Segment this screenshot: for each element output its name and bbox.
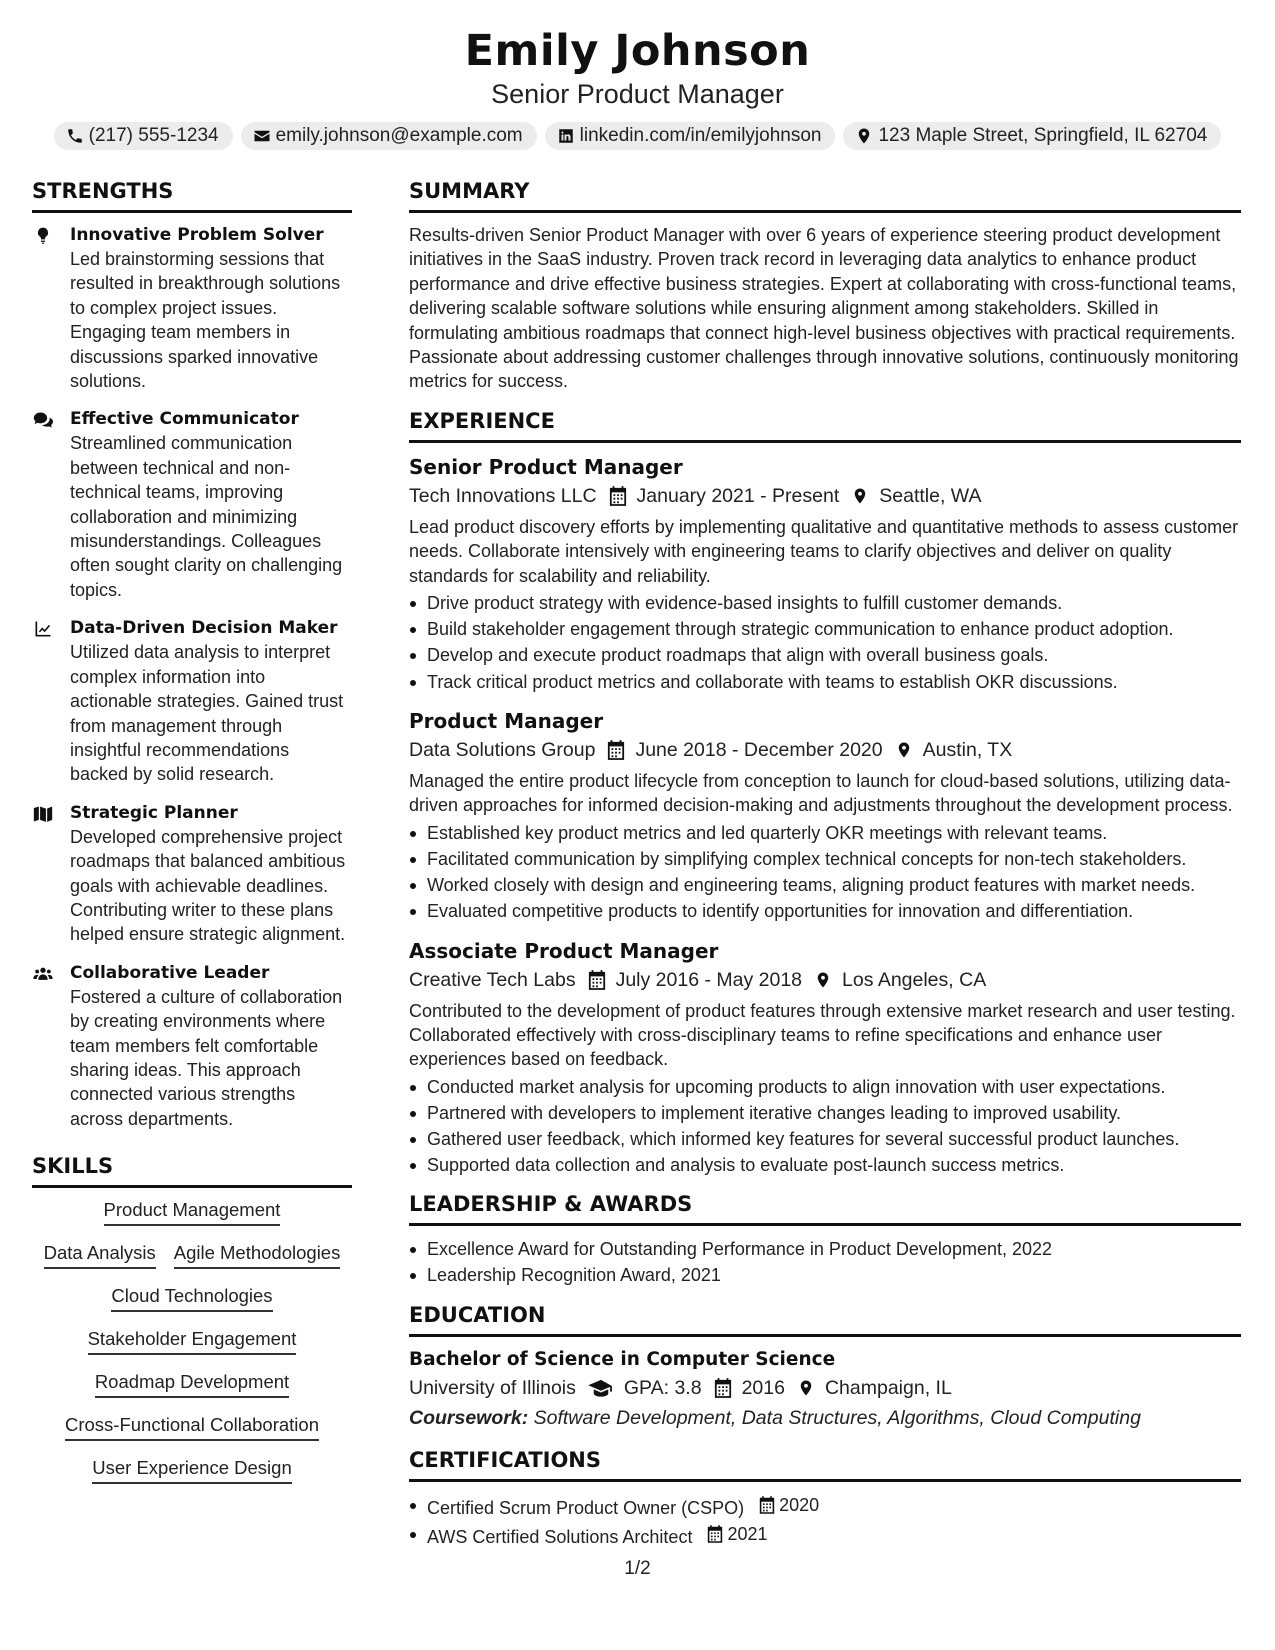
calendar-icon <box>607 740 625 760</box>
calendar-icon <box>588 970 606 990</box>
skill-tag: Roadmap Development <box>95 1370 289 1398</box>
strength-title: Strategic Planner <box>70 802 238 823</box>
job-dates: January 2021 - Present <box>636 484 840 507</box>
strength-desc: Developed comprehensive project roadmaps that balanced ambitious goals with achievable deadlines. Contributing writer to these plans helped ensure strategic alignment. <box>70 826 346 945</box>
strength-item <box>32 961 352 1131</box>
linkedin-text[interactable]: linkedin.com/in/emilyjohnson <box>579 125 822 146</box>
job-description: Managed the entire product lifecycle from conception to launch for cloud-based solutions, utilizing data-driven approaches for informed decision-making and adjustments throughout the development process. <box>409 770 1233 816</box>
job-bullets <box>409 590 1241 695</box>
left-column <box>32 178 352 1499</box>
job-description: Contributed to the development of product features through extensive market research and user testing. Collaborated effectively with cross-disciplinary teams to refine specifications and enhance user experiences based on feedback. <box>409 1000 1236 1070</box>
job-meta <box>409 965 1241 995</box>
job-location: Austin, TX <box>922 738 1013 761</box>
lightbulb-icon <box>32 226 54 246</box>
linkedin-icon <box>557 127 575 145</box>
email-chip[interactable] <box>241 122 537 150</box>
resume-header <box>0 0 1275 150</box>
list-item: Drive product strategy with evidence-based insights to fulfill customer demands. <box>409 590 1241 616</box>
summary-text: Results-driven Senior Product Manager with over 6 years of experience steering product development initiatives in the SaaS industry. Proven track record in leveraging data analytics to enhance product performance and drive effective business strategies. Expert at collaborating with cross-functional teams, delivering scalable software solutions while ensuring alignment among stakeholders. Skilled in formulating ambitious roadmaps that connect high-level business objectives with practical requirements. Passionate about addressing customer challenges through innovative solutions, continuously monitoring metrics for success. <box>409 225 1239 392</box>
list-item: Gathered user feedback, which informed key features for several successful product launches. <box>409 1126 1241 1152</box>
certifications-list <box>409 1492 1241 1551</box>
job-dates: June 2018 - December 2020 <box>635 738 883 761</box>
education-meta <box>409 1373 1241 1403</box>
strength-title: Effective Communicator <box>70 409 299 430</box>
map-marker-icon <box>855 127 873 145</box>
skills-heading: SKILLS <box>32 1153 352 1188</box>
list-item: Leadership Recognition Award, 2021 <box>409 1262 1241 1288</box>
summary-heading: SUMMARY <box>409 178 1241 213</box>
list-item: Supported data collection and analysis to evaluate post-launch success metrics. <box>409 1152 1241 1178</box>
job-bullets <box>409 1074 1241 1179</box>
envelope-icon <box>253 127 271 145</box>
strengths-heading: STRENGTHS <box>32 178 352 213</box>
graduation-year: 2016 <box>741 1376 785 1399</box>
list-item <box>409 1492 1241 1521</box>
job-description: Lead product discovery efforts by implementing qualitative and quantitative methods to assess customer needs. Collaborate intensively with engineering teams to clarify objectives and deliver on quality standards for scalability and reliability. <box>409 516 1239 586</box>
list-item: Build stakeholder engagement through strategic communication to enhance product adoption. <box>409 616 1241 642</box>
education-heading: EDUCATION <box>409 1302 1241 1337</box>
linkedin-chip[interactable] <box>545 122 836 150</box>
phone-chip <box>54 122 233 150</box>
cert-name: AWS Certified Solutions Architect <box>427 1527 693 1548</box>
skill-tag: Cross-Functional Collaboration <box>65 1413 319 1441</box>
gpa-text: GPA: 3.8 <box>623 1376 702 1399</box>
phone-icon <box>66 127 84 145</box>
skills-list <box>32 1198 352 1484</box>
job-location: Seattle, WA <box>879 484 982 507</box>
strength-title: Data-Driven Decision Maker <box>70 618 338 639</box>
company-name: Data Solutions Group <box>409 738 596 761</box>
company-name: Tech Innovations LLC <box>409 484 597 507</box>
calendar-icon <box>759 1496 775 1514</box>
job-location: Los Angeles, CA <box>842 968 987 991</box>
page-number: 1/2 <box>624 1558 651 1579</box>
job-entry <box>409 707 1241 925</box>
strength-desc: Led brainstorming sessions that resulted in breakthrough solutions to complex project issues. Engaging team members in discussions sparked innovative solutions. <box>70 249 341 392</box>
calendar-icon <box>609 486 627 506</box>
skill-tag: User Experience Design <box>92 1456 291 1484</box>
strength-title: Innovative Problem Solver <box>70 225 324 245</box>
list-item: Evaluated competitive products to identify opportunities for innovation and differentiation. <box>409 898 1241 924</box>
list-item: Track critical product metrics and collaborate with teams to establish OKR discussions. <box>409 669 1241 695</box>
list-item: Facilitated communication by simplifying complex technical concepts for non-tech stakeholders. <box>409 846 1241 872</box>
candidate-title: Senior Product Manager <box>491 79 784 109</box>
chart-line-icon <box>32 619 54 639</box>
job-meta <box>409 735 1241 765</box>
strength-item <box>32 223 352 393</box>
strength-item <box>32 616 352 786</box>
company-name: Creative Tech Labs <box>409 968 576 991</box>
cert-year: 2021 <box>727 1524 768 1545</box>
skill-tag: Data Analysis <box>44 1241 156 1269</box>
skill-tag: Stakeholder Engagement <box>88 1327 297 1355</box>
coursework <box>409 1403 1241 1433</box>
map-marker-icon <box>814 970 832 990</box>
job-title: Associate Product Manager <box>409 938 719 963</box>
awards-heading: LEADERSHIP & AWARDS <box>409 1191 1241 1226</box>
cert-name: Certified Scrum Product Owner (CSPO) <box>427 1498 745 1519</box>
map-marker-icon <box>797 1378 815 1398</box>
strength-desc: Utilized data analysis to interpret complex information into actionable strategies. Gained trust from management through insightful recommendations backed by solid research. <box>70 642 344 785</box>
strength-item <box>32 407 352 602</box>
job-meta <box>409 481 1241 511</box>
job-entry <box>409 453 1241 695</box>
cert-year: 2020 <box>779 1494 820 1515</box>
list-item: Conducted market analysis for upcoming products to align innovation with user expectations. <box>409 1074 1241 1100</box>
list-item: Partnered with developers to implement iterative changes leading to improved usability. <box>409 1100 1241 1126</box>
map-icon <box>32 804 54 824</box>
address-text: 123 Maple Street, Springfield, IL 62704 <box>878 125 1208 146</box>
list-item: Develop and execute product roadmaps that align with overall business goals. <box>409 642 1241 668</box>
job-title: Product Manager <box>409 708 604 733</box>
address-chip <box>843 122 1221 150</box>
job-entry <box>409 937 1241 1179</box>
users-icon <box>32 964 54 984</box>
certifications-heading: CERTIFICATIONS <box>409 1447 1241 1482</box>
map-marker-icon <box>895 740 913 760</box>
coursework-label: Coursework: <box>409 1406 529 1429</box>
calendar-icon <box>707 1525 723 1543</box>
graduation-cap-icon <box>588 1378 614 1398</box>
list-item <box>409 1521 1241 1550</box>
skill-tag: Agile Methodologies <box>174 1241 341 1269</box>
strength-desc: Fostered a culture of collaboration by creating environments where team members felt comfortable sharing ideas. This approach connected various strengths across departments. <box>70 986 343 1129</box>
list-item: Established key product metrics and led quarterly OKR meetings with relevant teams. <box>409 820 1241 846</box>
strength-item <box>32 801 352 947</box>
strength-desc: Streamlined communication between technical and non-technical teams, improving collaboration and minimizing misunderstandings. Colleagues often sought clarity on challenging topics. <box>70 433 343 600</box>
experience-heading: EXPERIENCE <box>409 408 1241 443</box>
job-title: Senior Product Manager <box>409 454 683 479</box>
email-text[interactable]: emily.johnson@example.com <box>275 125 523 146</box>
awards-list <box>409 1236 1241 1288</box>
phone-text: (217) 555-1234 <box>88 125 219 146</box>
right-column <box>409 178 1241 1551</box>
list-item: Excellence Award for Outstanding Performance in Product Development, 2022 <box>409 1236 1241 1262</box>
candidate-name: Emily Johnson <box>464 26 811 76</box>
degree-title: Bachelor of Science in Computer Science <box>409 1348 836 1370</box>
contact-bar <box>0 122 1275 150</box>
skill-tag: Product Management <box>104 1198 281 1226</box>
map-marker-icon <box>851 486 869 506</box>
calendar-icon <box>714 1378 732 1398</box>
job-bullets <box>409 820 1241 925</box>
list-item: Worked closely with design and engineering teams, aligning product features with market needs. <box>409 872 1241 898</box>
coursework-list: Software Development, Data Structures, Algorithms, Cloud Computing <box>533 1406 1141 1429</box>
job-dates: July 2016 - May 2018 <box>615 968 803 991</box>
skill-tag: Cloud Technologies <box>111 1284 272 1312</box>
comments-icon <box>32 410 54 430</box>
school-name: University of Illinois <box>409 1376 576 1399</box>
school-location: Champaign, IL <box>824 1376 952 1399</box>
strength-title: Collaborative Leader <box>70 962 270 983</box>
